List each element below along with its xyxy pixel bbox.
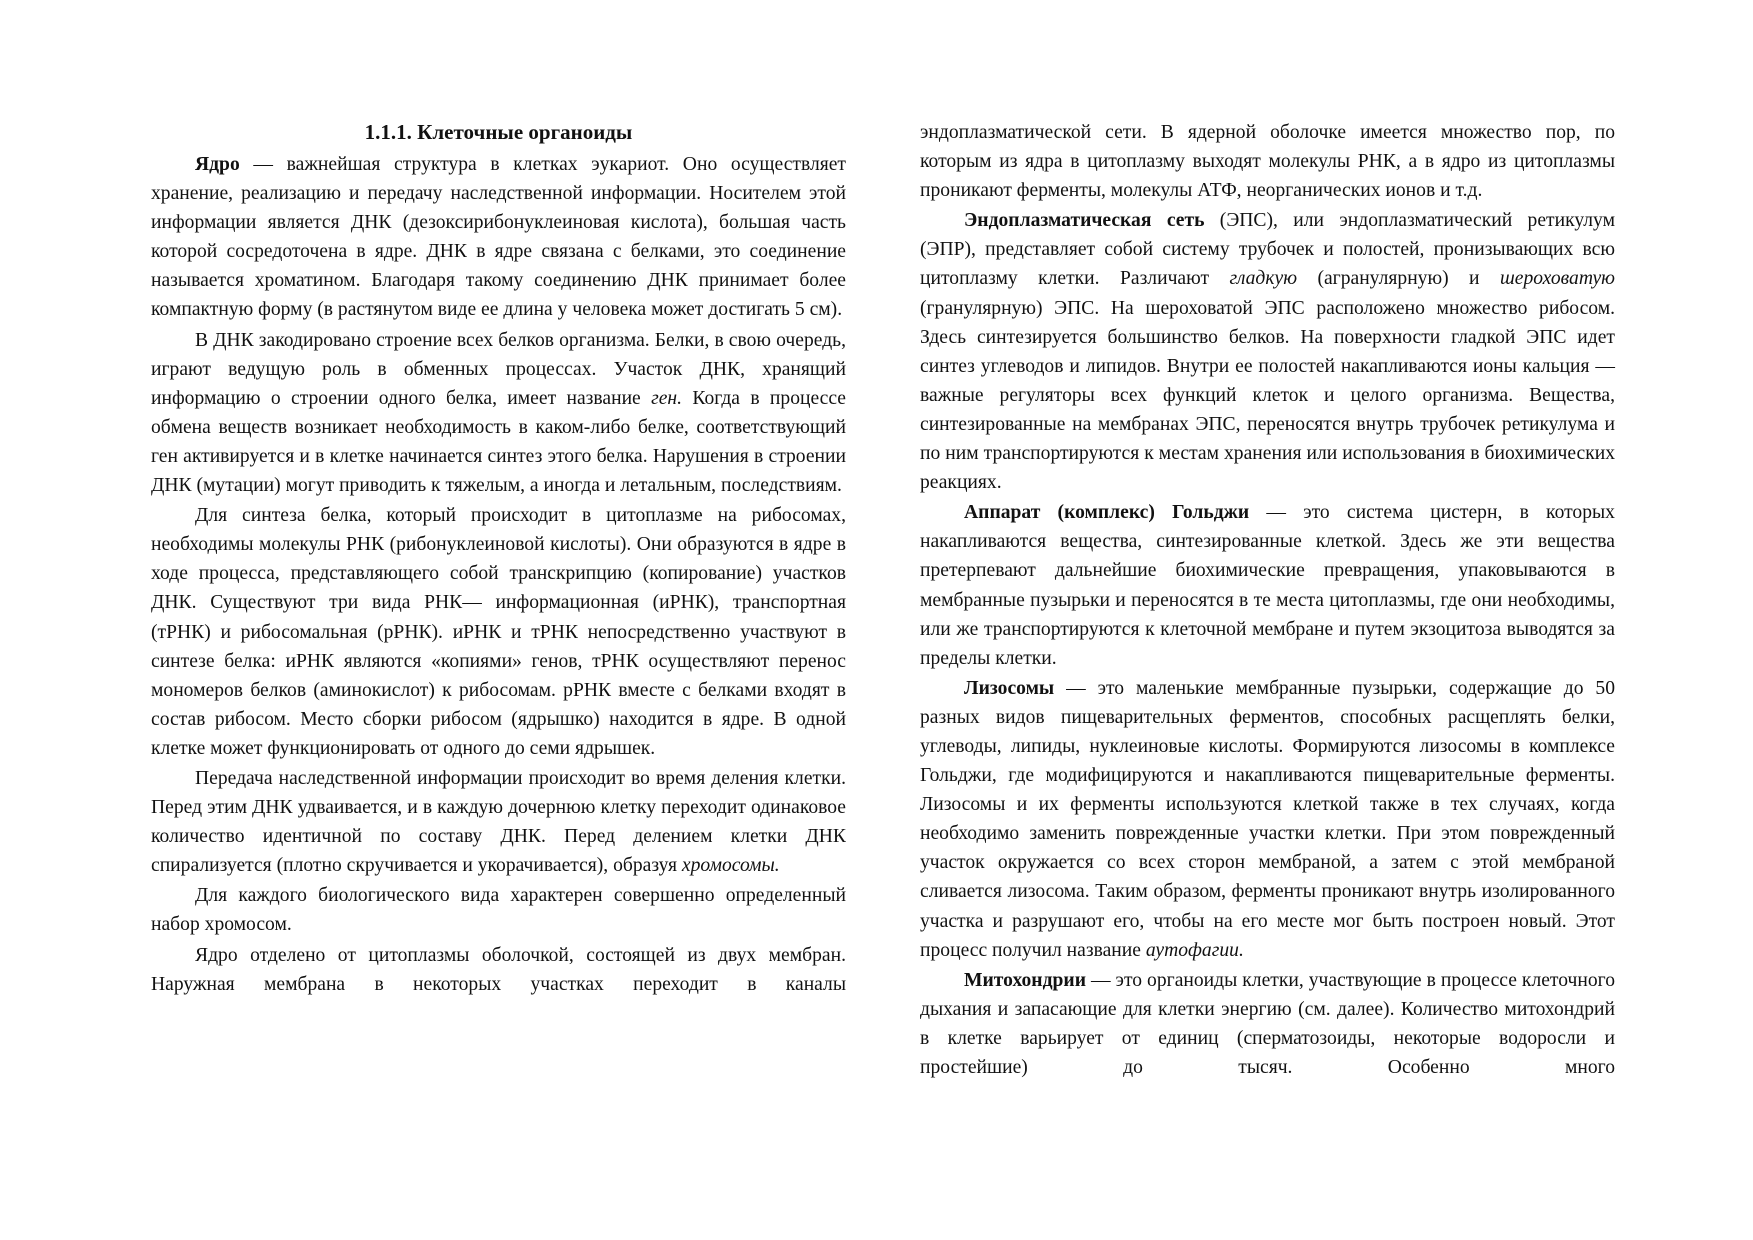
term-autophagy: аутофагии. bbox=[1145, 939, 1244, 961]
paragraph-rna: Для синтеза белка, который происходит в цитоплазме на рибосомах, необходимы молекулы РНК (рибонуклеиновой кислоты). Они образуются в ядре в ходе процесса, представляющего собой транскрипцию (копирование) участков ДНК. Существуют три вида РНК— информационная (иРНК), транспортная (тРНК) и рибосомальная (рРНК). иРНК и тРНК непосредственно участвуют в синтезе белка: иРНК являются «копиями» генов, тРНК осуществляют перенос мономеров белков (аминокислот) к рибосомам. рРНК вместе с белками входят в состав рибосом. Место сборки рибосом (ядрышко) находится в ядре. В одной клетке может функционировать от одного до семи ядрышек. bbox=[151, 505, 846, 759]
term-golgi: Аппарат (комплекс) Гольджи bbox=[964, 502, 1250, 524]
term-mitochondria: Митохондрии bbox=[964, 969, 1086, 991]
paragraph-mitochondria: Митохондрии — это органоиды клетки, участвующие в процессе клеточного дыхания и запасающие для клетки энергию (см. далее). Количество митохондрий в клетке варьирует от единиц (сперматозоиды, некоторые водоросли и простейшие) до тысяч. Особенно много bbox=[920, 969, 1615, 1078]
term-chromosomes: хромосомы. bbox=[681, 855, 780, 877]
term-nucleus: Ядро bbox=[195, 154, 240, 175]
paragraph-continuation: эндоплазматической сети. В ядерной оболочке имеется множество пор, по которым из ядра в цитоплазму выходят молекулы РНК, а в ядро из цитоплазмы проникают ферменты, молекулы АТФ, неорганических ионов и т.д. bbox=[920, 122, 1615, 202]
paragraph-golgi: Аппарат (комплекс) Гольджи — это система цистерн, в которых накапливаются вещества, синтезированные клеткой. Здесь же эти вещества претерпевают дальнейшие биохимические превращения, упаковываются в мембранные пузырьки и переносятся в те места цитоплазмы, где они необходимы, или же транспортируются к клеточной мембране и путем экзоцитоза выводятся за пределы клетки. bbox=[920, 502, 1615, 669]
left-column bbox=[151, 118, 846, 1000]
paragraph-chromosome-set: Для каждого биологического вида характерен совершенно определенный набор хромосом. bbox=[151, 885, 846, 936]
paragraph-lysosomes: Лизосомы — это маленькие мембранные пузырьки, содержащие до 50 разных видов пищеварительных ферментов, способных расщеплять белки, углеводы, липиды, нуклеиновые кислоты. Формируются лизосомы в комплексе Гольджи, где модифицируются и накапливаются пищеварительные ферменты. Лизосомы и их ферменты используются клеткой также в тех случаях, когда необходимо заменить поврежденные участки клетки. При этом поврежденный участок окружается со всех сторон мембраной, а затем с этой мембраной сливается лизосома. Таким образом, ферменты проникают внутрь изолированного участка и разрушают его, чтобы на его месте мог быть построен новый. Этот процесс получил название аутофагии. bbox=[920, 677, 1615, 961]
section-title: 1.1.1. Клеточные органоиды bbox=[364, 120, 633, 144]
paragraph-er: Эндоплазматическая сеть (ЭПС), или эндоплазматический ретикулум (ЭПР), представляет собой систему трубочек и полостей, пронизывающих всю цитоплазму клетки. Различают гладкую (агранулярную) и шероховатую (гранулярную) ЭПС. На шероховатой ЭПС расположено множество рибосом. Здесь синтезируется большинство белков. На поверхности гладкой ЭПС идет синтез углеводов и липидов. Внутри ее полостей накапливаются ионы кальция — важные регуляторы всех функций клеток и целого организма. Вещества, синтезированные на мембранах ЭПС, переносятся внутрь трубочек ретикулума и по ним транспортируются к местам хранения или использования в биохимических реакциях. bbox=[920, 210, 1615, 494]
paragraph-nucleus: Ядро — важнейшая структура в клетках эукариот. Оно осуществляет хранение, реализацию и передачу наследственной информации. Носителем этой информации является ДНК (дезоксирибонуклеиновая кислота), большая часть которой сосредоточена в ядре. ДНК в ядре связана с белками, это соединение называется хроматином. Благодаря такому соединению ДНК принимает более компактную форму (в растянутом виде ее длина у человека может достигать 5 см). bbox=[151, 154, 846, 321]
paragraph-dna-genes: В ДНК закодировано строение всех белков организма. Белки, в свою очередь, играют ведущую роль в обменных процессах. Участок ДНК, хранящий информацию о строении одного белка, имеет название ген. Когда в процессе обмена веществ возникает необходимость в каком-либо белке, соответствующий ген активируется и в клетке начинается синтез этого белка. Нарушения в строении ДНК (мутации) могут приводить к тяжелым, а иногда и летальным, последствиям. bbox=[151, 329, 846, 497]
term-lysosomes: Лизосомы bbox=[964, 677, 1055, 699]
term-gene: ген. bbox=[651, 387, 683, 409]
term-er: Эндоплазматическая сеть bbox=[964, 210, 1205, 232]
right-column bbox=[920, 118, 1615, 1083]
paragraph-nuclear-envelope: Ядро отделено от цитоплазмы оболочкой, состоящей из двух мембран. Наружная мембрана в некоторых участках переходит в каналы bbox=[151, 944, 846, 995]
paragraph-heredity: Передача наследственной информации происходит во время деления клетки. Перед этим ДНК удваивается, и в каждую дочернюю клетку переходит одинаковое количество идентичной по составу ДНК. Перед делением клетки ДНК спирализуется (плотно скручивается и укорачивается), образуя хромосомы. bbox=[151, 767, 846, 877]
